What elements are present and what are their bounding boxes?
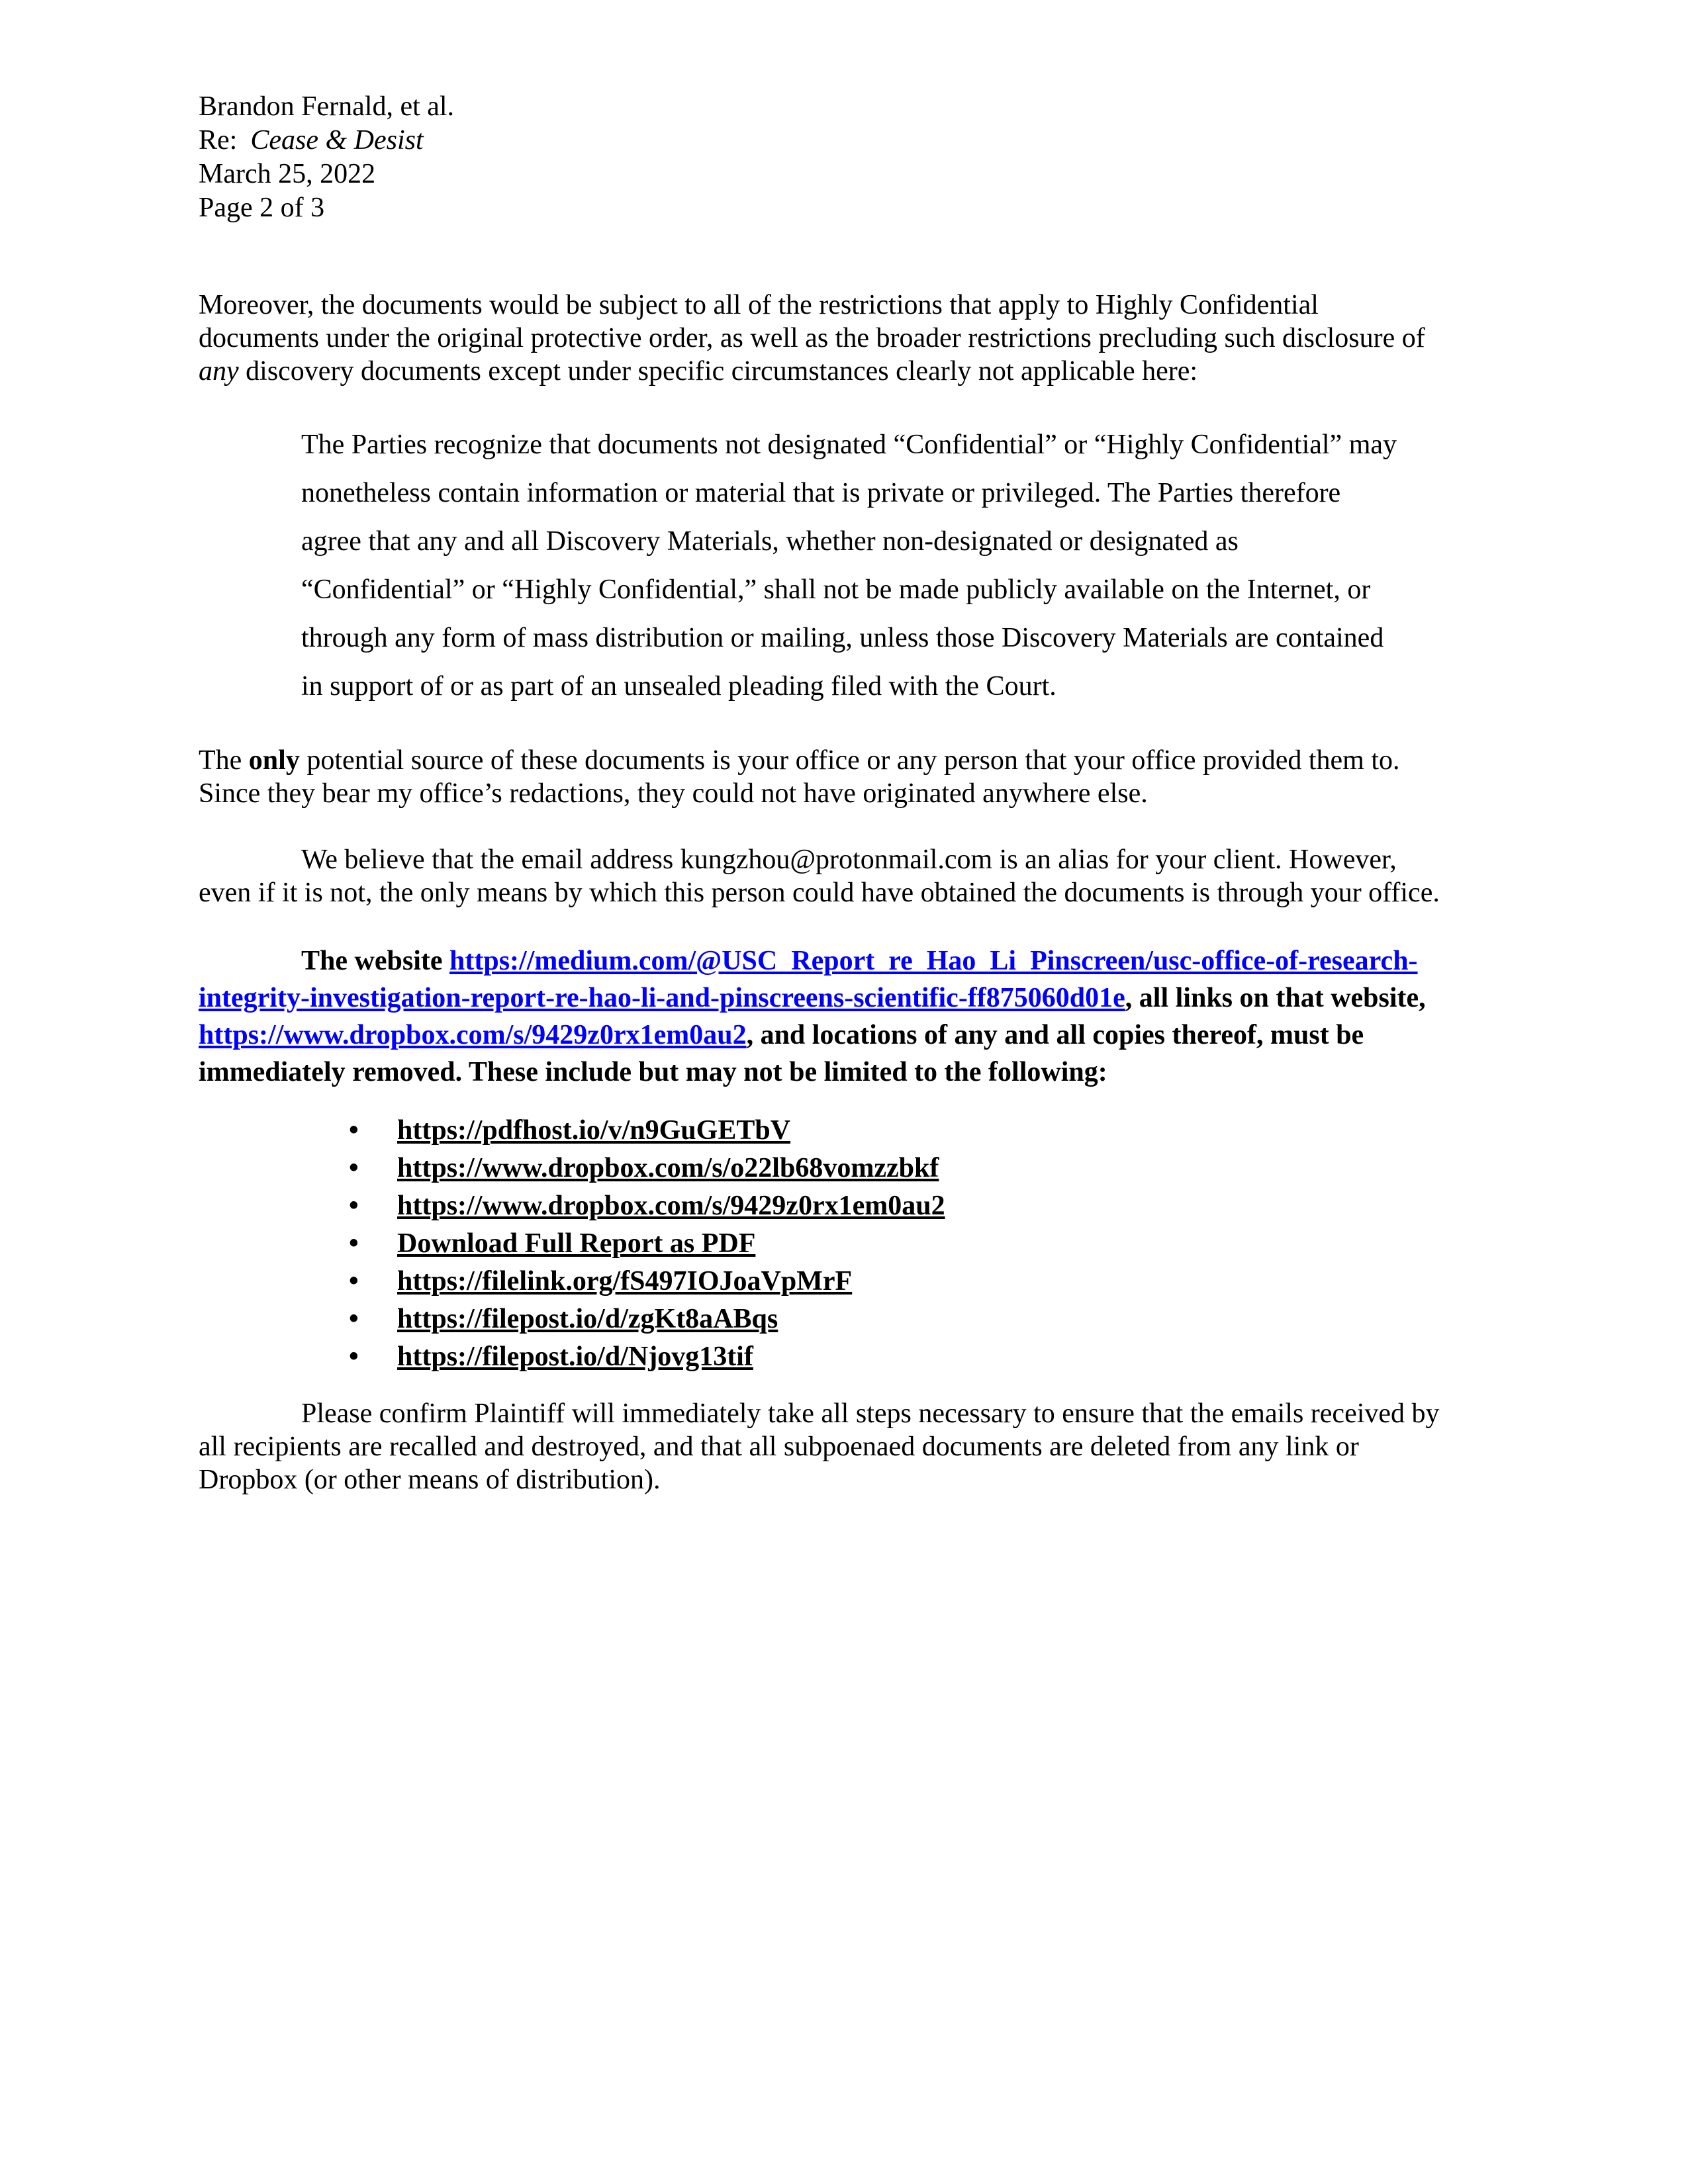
- letter-header: [199, 0, 1443, 225]
- spacer: [199, 1376, 1443, 1397]
- spacer: [199, 810, 1443, 843]
- header-recipient: Brandon Fernald, et al.: [199, 91, 455, 122]
- list-item: [199, 1338, 1443, 1376]
- link-download-full-report-pdf[interactable]: Download Full Report as PDF: [397, 1228, 756, 1259]
- spacer: [199, 711, 1443, 744]
- paragraph-only-source: [199, 744, 1443, 810]
- dropbox-share-link[interactable]: https://www.dropbox.com/s/9429z0rx1em0au2: [199, 1020, 747, 1050]
- spacer: [199, 1091, 1443, 1112]
- spacer: [199, 225, 1443, 289]
- bullet-icon: •: [349, 1304, 359, 1334]
- list-item: [199, 1150, 1443, 1187]
- notice-lead-text: The website: [301, 946, 449, 976]
- paragraph-only-source-emphasis: only: [248, 745, 300, 776]
- paragraph-moreover-emphasis: any: [199, 356, 239, 387]
- paragraph-moreover-text-after: discovery documents except under specific circumstances clearly not applicable here:: [238, 356, 1198, 387]
- bullet-icon: •: [349, 1342, 359, 1372]
- link-dropbox-o22lb68vomzzbkf[interactable]: https://www.dropbox.com/s/o22lb68vomzzbkf: [397, 1153, 939, 1183]
- header-page-number: Page 2 of 3: [199, 193, 325, 223]
- list-item: [199, 1300, 1443, 1338]
- header-date: March 25, 2022: [199, 159, 376, 189]
- notice-after-dropbox-text: , and locations of any and all copies thereof, must be immediately removed. These include but may not be limited to the following:: [199, 1020, 1364, 1087]
- paragraph-email-alias: We believe that the email address kungzhou@protonmail.com is an alias for your client. However, even if it is not, the only means by which this person could have obtained the documents is through your office.: [199, 844, 1440, 908]
- link-dropbox-9429z0rx1em0au2[interactable]: https://www.dropbox.com/s/9429z0rx1em0au2: [397, 1191, 945, 1221]
- list-item: [199, 1263, 1443, 1300]
- list-item: [199, 1112, 1443, 1150]
- link-filepost-njovg13tif[interactable]: https://filepost.io/d/Njovg13tif: [397, 1342, 753, 1372]
- bullet-icon: •: [349, 1191, 359, 1221]
- link-pdfhost[interactable]: https://pdfhost.io/v/n9GuGETbV: [397, 1115, 791, 1146]
- bullet-icon: •: [349, 1115, 359, 1146]
- paragraph-only-source-text-after: potential source of these documents is your office or any person that your office provided them to. Since they bear my office’s redactions, they could not have originated anywhere else.: [199, 745, 1400, 809]
- bullet-icon: •: [349, 1153, 359, 1183]
- spacer: [199, 388, 1443, 421]
- link-filelink[interactable]: https://filelink.org/fS497IOJoaVpMrF: [397, 1266, 853, 1297]
- link-filepost-zgkt8aabqs[interactable]: https://filepost.io/d/zgKt8aABqs: [397, 1304, 778, 1334]
- page-content: [199, 0, 1443, 1496]
- paragraph-closing-request: Please confirm Plaintiff will immediately take all steps necessary to ensure that the emails received by all recipients are recalled and destroyed, and that all subpoenaed documents are deleted from any link or Dropbox (or other means of distribution).: [199, 1398, 1440, 1495]
- list-item: [199, 1187, 1443, 1225]
- paragraph-removal-notice: [199, 942, 1443, 1091]
- header-re-label: Re:: [199, 125, 238, 156]
- paragraph-moreover: [199, 289, 1443, 388]
- spacer: [199, 909, 1443, 942]
- notice-after-medium-text: , all links on that website,: [1125, 983, 1426, 1013]
- bullet-icon: •: [349, 1228, 359, 1259]
- medium-report-link[interactable]: https://medium.com/@USC_Report_re_Hao_Li_Pinscreen/usc-office-of-research-integrity-investigation-report-re-hao-li-and-pinscreens-scientific-ff875060d01e: [199, 946, 1418, 1013]
- paragraph-moreover-text-before: Moreover, the documents would be subject to all of the restrictions that apply to Highly Confidential documents under the original protective order, as well as the broader restrictions precluding such disclosure of: [199, 290, 1425, 353]
- block-quote-protective-order: The Parties recognize that documents not designated “Confidential” or “Highly Confidential” may nonetheless contain information or material that is private or privileged. The Parties therefore agree that any and all Discovery Materials, whether non-designated or designated as “Confidential” or “Highly Confidential,” shall not be made publicly available on the Internet, or through any form of mass distribution or mailing, unless those Discovery Materials are contained in support of or as part of an unsealed pleading filed with the Court.: [301, 430, 1397, 702]
- header-re-line: [199, 124, 1443, 158]
- list-item: [199, 1225, 1443, 1263]
- bullet-icon: •: [349, 1266, 359, 1297]
- removal-link-list: [199, 1112, 1443, 1376]
- header-re-subject: Cease & Desist: [250, 125, 424, 156]
- paragraph-only-source-text-before: The: [199, 745, 249, 776]
